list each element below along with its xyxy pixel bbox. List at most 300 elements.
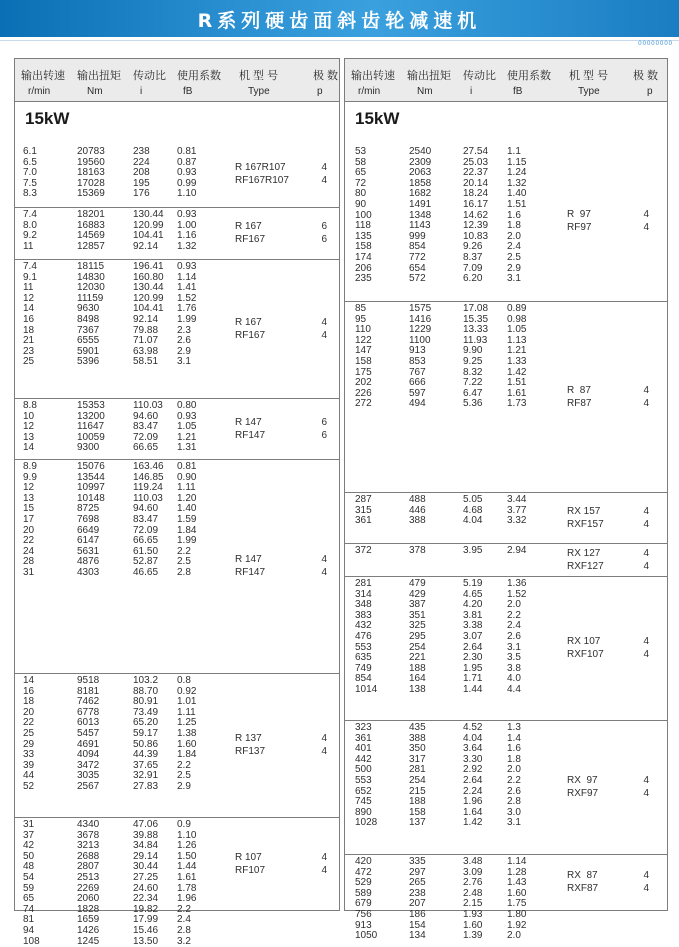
- power-rating: 15kW: [355, 109, 400, 128]
- ratio: 37.65: [133, 759, 159, 771]
- ratio: 2.15: [463, 898, 483, 910]
- service-factor: 1.15: [507, 156, 527, 168]
- pole-count: 4: [643, 385, 649, 396]
- ratio: 176: [133, 188, 150, 200]
- output-speed: 202: [355, 377, 372, 389]
- service-factor: 2.5: [177, 556, 191, 568]
- header-unit-0: r/min: [28, 86, 51, 97]
- ratio: 29.14: [133, 850, 159, 862]
- pole-count: 4: [643, 398, 649, 409]
- service-factor: 1.8: [507, 220, 521, 232]
- output-torque: 597: [409, 387, 426, 399]
- ratio: 27.54: [463, 146, 489, 157]
- ratio: 2.76: [463, 877, 483, 889]
- header-unit-0: r/min: [358, 86, 381, 97]
- ratio: 2.92: [463, 764, 483, 776]
- service-factor: 2.5: [177, 770, 191, 782]
- service-factor: 1.24: [507, 167, 527, 179]
- pole-count: 4: [643, 636, 649, 647]
- service-factor: 1.38: [177, 728, 197, 739]
- header-col-5: 极 数: [633, 70, 659, 82]
- ratio: 83.47: [133, 421, 159, 433]
- model-type: R 147: [235, 554, 262, 565]
- ratio: 1.95: [463, 662, 483, 674]
- header-col-0: 输出转速: [21, 70, 65, 82]
- output-speed: 23: [23, 345, 35, 357]
- output-speed: 8.9: [23, 461, 37, 472]
- model-group: [345, 301, 667, 492]
- service-factor: 2.4: [177, 914, 191, 926]
- output-torque: 4876: [77, 556, 100, 568]
- output-torque: 767: [409, 366, 426, 378]
- output-speed: 147: [355, 345, 372, 357]
- title-banner: [0, 0, 679, 37]
- service-factor: 0.93: [177, 410, 197, 422]
- ratio: 238: [133, 146, 150, 157]
- ratio: 66.65: [133, 442, 159, 454]
- ratio: 4.68: [463, 504, 483, 516]
- ratio: 15.46: [133, 925, 159, 936]
- output-torque: 388: [409, 515, 426, 527]
- service-factor: 3.8: [507, 662, 521, 674]
- output-speed: 85: [355, 303, 367, 314]
- service-factor: 3.1: [507, 273, 521, 285]
- ratio: 19.82: [133, 903, 159, 915]
- output-speed: 118: [355, 220, 371, 232]
- service-factor: 1.43: [507, 877, 527, 889]
- ratio: 63.98: [133, 345, 159, 357]
- output-speed: 50: [23, 850, 35, 862]
- ratio: 104.41: [133, 303, 164, 315]
- service-factor: 2.4: [507, 241, 521, 253]
- output-torque: 429: [409, 588, 426, 600]
- ratio: 119.24: [133, 482, 163, 494]
- ratio: 2.64: [463, 775, 483, 786]
- service-factor: 4.4: [507, 684, 521, 695]
- ratio: 4.52: [463, 722, 483, 733]
- output-torque: 2060: [77, 893, 100, 905]
- service-factor: 2.5: [507, 252, 521, 263]
- table-header: [345, 59, 667, 102]
- service-factor: 1.13: [507, 334, 527, 346]
- output-speed: 8.3: [23, 188, 37, 200]
- ratio: 195: [133, 177, 150, 189]
- output-speed: 890: [355, 806, 372, 818]
- output-torque: 387: [409, 599, 426, 611]
- service-factor: 1.52: [507, 588, 527, 600]
- ratio: 20.14: [463, 177, 489, 189]
- output-speed: 175: [355, 366, 372, 378]
- service-factor: 0.93: [177, 209, 197, 220]
- output-torque: 3678: [77, 829, 100, 841]
- pole-count: 4: [643, 649, 649, 660]
- output-torque: 6778: [77, 706, 100, 718]
- output-speed: 235: [355, 273, 372, 285]
- header-col-2: 传动比: [463, 70, 496, 82]
- ratio: 44.39: [133, 749, 159, 761]
- ratio: 73.49: [133, 706, 159, 718]
- service-factor: 2.4: [507, 620, 521, 632]
- output-speed: 158: [355, 241, 372, 253]
- output-speed: 6.1: [23, 146, 37, 157]
- output-speed: 226: [355, 387, 372, 399]
- ratio: 15.35: [463, 313, 489, 325]
- model-type: RF167: [235, 234, 266, 245]
- output-speed: 314: [355, 588, 372, 600]
- output-torque: 9300: [77, 442, 100, 454]
- ratio: 103.2: [133, 675, 159, 686]
- output-speed: 158: [355, 356, 372, 367]
- service-factor: 1.28: [507, 866, 527, 878]
- service-factor: 2.0: [507, 599, 521, 611]
- header-col-5: 极 数: [313, 70, 339, 82]
- service-factor: 2.3: [177, 324, 191, 336]
- service-factor: 0.9: [177, 819, 191, 830]
- pole-count: 4: [643, 870, 649, 881]
- service-factor: 1.26: [177, 840, 197, 852]
- model-type: RX 107: [567, 636, 601, 647]
- output-speed: 21: [23, 335, 35, 347]
- ratio: 52.87: [133, 556, 159, 568]
- ratio: 130.44: [133, 209, 164, 220]
- output-speed: 80: [355, 188, 367, 200]
- service-factor: 0.99: [177, 177, 197, 189]
- service-factor: 1.41: [177, 282, 197, 294]
- output-torque: 1100: [409, 334, 431, 346]
- output-torque: 158: [409, 806, 426, 818]
- header-col-3: 使用系数: [177, 70, 221, 82]
- ratio: 39.88: [133, 829, 159, 841]
- ratio: 16.17: [463, 199, 489, 210]
- service-factor: 1.51: [507, 199, 527, 210]
- service-factor: 1.80: [507, 909, 527, 920]
- ratio: 65.20: [133, 717, 159, 729]
- page-title: R系列硬齿面斜齿轮减速机: [197, 10, 482, 32]
- ratio: 3.81: [463, 609, 483, 621]
- output-speed: 372: [355, 545, 372, 556]
- output-speed: 1014: [355, 684, 378, 695]
- output-torque: 207: [409, 898, 426, 910]
- service-factor: 2.2: [507, 609, 521, 621]
- ratio: 2.30: [463, 652, 483, 664]
- ratio: 146.85: [133, 471, 164, 483]
- output-torque: 15369: [77, 188, 105, 200]
- output-speed: 7.5: [23, 177, 37, 189]
- model-type: RXF157: [567, 519, 604, 530]
- model-type: RX 157: [567, 506, 601, 517]
- output-torque: 4691: [77, 738, 100, 750]
- ratio: 120.99: [133, 292, 164, 304]
- pole-count: 4: [643, 519, 649, 530]
- output-torque: 1416: [409, 313, 432, 325]
- service-factor: 1.59: [177, 514, 197, 525]
- service-factor: 0.81: [177, 461, 197, 472]
- output-speed: 913: [355, 919, 372, 931]
- output-speed: 281: [355, 578, 372, 589]
- service-factor: 2.2: [177, 903, 191, 915]
- service-factor: 2.6: [507, 785, 521, 797]
- output-speed: 14: [23, 303, 35, 315]
- pole-count: 4: [321, 852, 327, 863]
- service-factor: 2.94: [507, 545, 527, 556]
- model-group: [15, 141, 339, 207]
- service-factor: 1.40: [177, 503, 197, 515]
- ratio: 24.60: [133, 882, 159, 894]
- output-speed: 31: [23, 567, 35, 578]
- model-type: RF87: [567, 398, 592, 409]
- ratio: 1.42: [463, 817, 483, 829]
- service-factor: 1.14: [177, 271, 197, 283]
- output-speed: 500: [355, 764, 372, 776]
- model-type: RX 87: [567, 870, 598, 881]
- model-type: R 137: [235, 733, 262, 744]
- output-speed: 22: [23, 535, 35, 547]
- ratio: 2.64: [463, 641, 483, 653]
- output-speed: 635: [355, 652, 372, 664]
- service-factor: 2.8: [177, 925, 191, 936]
- service-factor: 1.05: [177, 421, 197, 433]
- output-speed: 11: [23, 282, 34, 294]
- output-speed: 18: [23, 696, 35, 708]
- ratio: 4.04: [463, 515, 483, 527]
- output-torque: 325: [409, 620, 426, 632]
- output-torque: 15076: [77, 461, 105, 472]
- pole-count: 4: [643, 506, 649, 517]
- ratio: 1.71: [463, 673, 483, 685]
- output-speed: 33: [23, 749, 35, 761]
- output-torque: 7367: [77, 324, 100, 336]
- output-speed: 52: [23, 781, 35, 792]
- output-torque: 2567: [77, 781, 100, 792]
- output-speed: 65: [23, 893, 35, 905]
- output-torque: 854: [409, 241, 426, 253]
- output-torque: 134: [409, 930, 426, 942]
- service-factor: 3.1: [507, 817, 521, 829]
- output-speed: 58: [355, 156, 367, 168]
- service-factor: 1.76: [177, 303, 197, 315]
- ratio: 59.17: [133, 728, 159, 739]
- output-speed: 108: [23, 935, 40, 947]
- model-type: RF167R107: [235, 175, 289, 186]
- output-speed: 135: [355, 230, 372, 242]
- pole-count: 6: [321, 430, 327, 441]
- service-factor: 3.32: [507, 515, 527, 527]
- ratio: 3.30: [463, 753, 483, 765]
- output-speed: 48: [23, 861, 35, 873]
- output-torque: 16883: [77, 219, 105, 231]
- ratio: 94.60: [133, 410, 159, 422]
- pole-count: 4: [643, 883, 649, 894]
- ratio: 46.65: [133, 567, 159, 578]
- service-factor: 1.16: [177, 230, 197, 242]
- output-speed: 361: [355, 515, 372, 527]
- ratio: 3.09: [463, 866, 483, 878]
- ratio: 130.44: [133, 282, 164, 294]
- service-factor: 0.93: [177, 167, 197, 179]
- output-speed: 94: [23, 925, 35, 936]
- output-torque: 137: [409, 817, 426, 829]
- output-torque: 11159: [77, 292, 104, 304]
- ratio: 3.95: [463, 545, 483, 556]
- pole-count: 6: [321, 417, 327, 428]
- output-torque: 999: [409, 230, 426, 242]
- output-torque: 388: [409, 732, 426, 744]
- pole-count: 4: [321, 317, 327, 328]
- output-torque: 10059: [77, 431, 105, 443]
- output-speed: 11: [23, 240, 34, 252]
- model-group: [345, 543, 667, 576]
- ratio: 1.93: [463, 909, 483, 920]
- service-factor: 1.10: [177, 188, 197, 200]
- output-torque: 3035: [77, 770, 100, 782]
- service-factor: 1.99: [177, 535, 197, 547]
- service-factor: 0.81: [177, 146, 197, 157]
- ratio: 25.03: [463, 156, 489, 168]
- output-torque: 8725: [77, 503, 100, 515]
- pole-count: 4: [321, 746, 327, 757]
- ratio: 79.88: [133, 324, 159, 336]
- ratio: 1.44: [463, 684, 483, 695]
- service-factor: 1.75: [507, 898, 527, 910]
- output-speed: 553: [355, 641, 372, 653]
- ratio: 120.99: [133, 219, 164, 231]
- ratio: 110.03: [133, 492, 163, 504]
- pole-count: 4: [643, 548, 649, 559]
- ratio: 72.09: [133, 431, 159, 443]
- output-torque: 572: [409, 273, 426, 285]
- output-speed: 287: [355, 494, 372, 505]
- output-torque: 4303: [77, 567, 100, 578]
- output-torque: 2513: [77, 872, 100, 883]
- ratio: 80.91: [133, 696, 159, 708]
- output-speed: 39: [23, 759, 35, 771]
- output-torque: 215: [409, 785, 426, 797]
- output-speed: 25: [23, 728, 35, 739]
- service-factor: 2.0: [507, 764, 521, 776]
- pole-count: 4: [321, 567, 327, 578]
- ratio: 7.09: [463, 262, 483, 274]
- ratio: 17.08: [463, 303, 489, 314]
- service-factor: 2.9: [177, 781, 191, 792]
- output-torque: 317: [409, 753, 426, 765]
- output-speed: 14: [23, 675, 35, 686]
- right-table: [344, 58, 668, 942]
- service-factor: 0.8: [177, 675, 191, 686]
- output-torque: 254: [409, 641, 426, 653]
- ratio: 2.24: [463, 785, 483, 797]
- ratio: 50.86: [133, 738, 159, 750]
- service-factor: 2.2: [177, 759, 191, 771]
- header-unit-4: Type: [578, 86, 600, 97]
- service-factor: 1.60: [507, 887, 527, 899]
- service-factor: 0.90: [177, 471, 197, 483]
- output-torque: 1229: [409, 324, 432, 336]
- output-speed: 749: [355, 662, 372, 674]
- ratio: 3.64: [463, 743, 483, 755]
- output-torque: 138: [409, 684, 426, 695]
- ratio: 5.36: [463, 398, 483, 410]
- output-speed: 53: [355, 146, 367, 157]
- output-torque: 654: [409, 262, 426, 274]
- output-torque: 18115: [77, 261, 105, 272]
- pole-count: 4: [643, 561, 649, 572]
- model-group: [345, 720, 667, 854]
- ratio: 1.64: [463, 806, 483, 818]
- ratio: 34.84: [133, 840, 159, 852]
- model-group: [345, 141, 667, 301]
- service-factor: 1.25: [177, 717, 197, 729]
- output-torque: 6649: [77, 524, 100, 536]
- model-type: RF147: [235, 430, 266, 441]
- model-type: RF97: [567, 222, 592, 233]
- model-type: R 87: [567, 385, 591, 396]
- output-speed: 7.0: [23, 167, 37, 179]
- output-torque: 6147: [77, 535, 100, 547]
- model-type: RXF107: [567, 649, 604, 660]
- output-speed: 756: [355, 909, 372, 920]
- service-factor: 1.4: [507, 732, 521, 744]
- service-factor: 0.93: [177, 261, 197, 272]
- ratio: 5.05: [463, 494, 483, 505]
- ratio: 10.83: [463, 230, 489, 242]
- service-factor: 1.31: [177, 442, 197, 454]
- pole-count: 4: [321, 865, 327, 876]
- header-unit-2: i: [470, 86, 473, 97]
- output-torque: 772: [409, 252, 426, 263]
- output-speed: 383: [355, 609, 372, 621]
- output-speed: 72: [355, 177, 367, 189]
- output-torque: 5457: [77, 728, 100, 739]
- pole-count: 6: [321, 221, 327, 232]
- service-factor: 1.20: [177, 492, 197, 504]
- output-torque: 14830: [77, 271, 105, 283]
- output-speed: 6.5: [23, 156, 37, 168]
- ratio: 3.48: [463, 856, 483, 867]
- service-factor: 1.96: [177, 893, 197, 905]
- output-speed: 854: [355, 673, 372, 685]
- output-torque: 238: [409, 887, 426, 899]
- model-type: R 107: [235, 852, 262, 863]
- ratio: 9.26: [463, 241, 483, 253]
- output-torque: 297: [409, 866, 426, 878]
- output-speed: 9.2: [23, 230, 37, 242]
- output-speed: 18: [23, 324, 35, 336]
- banner-divider: [0, 40, 679, 41]
- output-speed: 37: [23, 829, 35, 841]
- output-speed: 122: [355, 334, 372, 346]
- service-factor: 1.11: [177, 706, 196, 718]
- service-factor: 3.77: [507, 504, 527, 516]
- model-group: [15, 259, 339, 398]
- output-torque: 1659: [77, 914, 100, 926]
- output-torque: 4094: [77, 749, 100, 761]
- output-speed: 476: [355, 631, 372, 642]
- header-col-1: 输出扭矩: [77, 70, 121, 82]
- output-speed: 29: [23, 738, 35, 750]
- output-speed: 1050: [355, 930, 378, 942]
- service-factor: 1.6: [507, 743, 521, 755]
- header-unit-4: Type: [248, 86, 270, 97]
- ratio: 12.39: [463, 220, 489, 232]
- service-factor: 1.42: [507, 366, 527, 378]
- model-group: [15, 673, 339, 817]
- model-type: R 167: [235, 221, 262, 232]
- pole-count: 4: [321, 733, 327, 744]
- output-speed: 529: [355, 877, 372, 889]
- service-factor: 3.44: [507, 494, 527, 505]
- banner-decoration: 00000000: [638, 41, 673, 47]
- output-torque: 5396: [77, 356, 100, 368]
